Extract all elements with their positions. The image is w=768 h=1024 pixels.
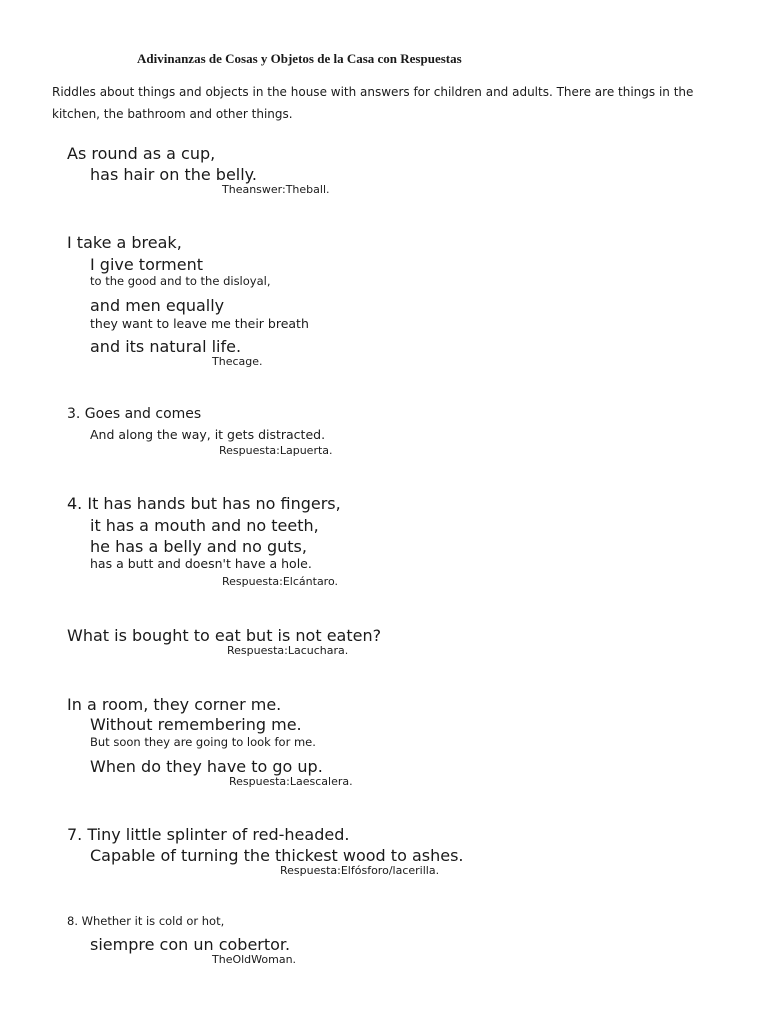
riddle-answer: Thecage. <box>212 355 263 368</box>
riddle-line: to the good and to the disloyal, <box>90 274 271 288</box>
riddle-line: I take a break, <box>67 233 182 252</box>
riddle-line: they want to leave me their breath <box>90 316 309 331</box>
riddle-answer: Respuesta:Elfósforo/lacerilla. <box>280 864 440 877</box>
riddle-line: 8. Whether it is cold or hot, <box>67 914 225 928</box>
riddle-answer: Respuesta:Laescalera. <box>229 775 353 788</box>
intro-paragraph: Riddles about things and objects in the house with answers for children and adults. There are things in the kitchen, the bathroom and other things. <box>52 85 694 121</box>
riddle-line: and men equally <box>90 296 225 315</box>
riddle-line: As round as a cup, <box>67 144 216 163</box>
riddle-answer: TheOldWoman. <box>212 953 297 966</box>
riddle-line: siempre con un cobertor. <box>90 935 291 954</box>
riddle-line: and its natural life. <box>90 337 242 356</box>
riddle-line: I give torment <box>90 255 204 274</box>
riddle-line: When do they have to go up. <box>90 757 323 776</box>
riddle-line: 3. Goes and comes <box>67 406 202 422</box>
riddle-line: And along the way, it gets distracted. <box>90 427 326 442</box>
riddle-line: But soon they are going to look for me. <box>90 735 316 749</box>
riddle-line: What is bought to eat but is not eaten? <box>67 626 382 645</box>
riddle-line: 4. It has hands but has no fingers, <box>67 494 341 513</box>
riddle-line: has a butt and doesn't have a hole. <box>90 556 312 571</box>
riddle-line: Without remembering me. <box>90 715 302 734</box>
riddle-line: In a room, they corner me. <box>67 695 282 714</box>
riddle-answer: Respuesta:Lacuchara. <box>227 644 349 657</box>
riddle-answer: Respuesta:Lapuerta. <box>219 444 333 457</box>
riddle-line: it has a mouth and no teeth, <box>90 516 319 535</box>
page-title: Adivinanzas de Cosas y Objetos de la Casa con Respuestas <box>137 51 462 66</box>
riddle-line: 7. Tiny little splinter of red-headed. <box>67 825 350 844</box>
riddle-line: has hair on the belly. <box>90 165 257 184</box>
riddle-line: he has a belly and no guts, <box>90 537 307 556</box>
riddle-answer: Theanswer:Theball. <box>222 183 330 196</box>
riddle-line: Capable of turning the thickest wood to ashes. <box>90 846 464 865</box>
riddle-answer: Respuesta:Elcántaro. <box>222 575 338 588</box>
